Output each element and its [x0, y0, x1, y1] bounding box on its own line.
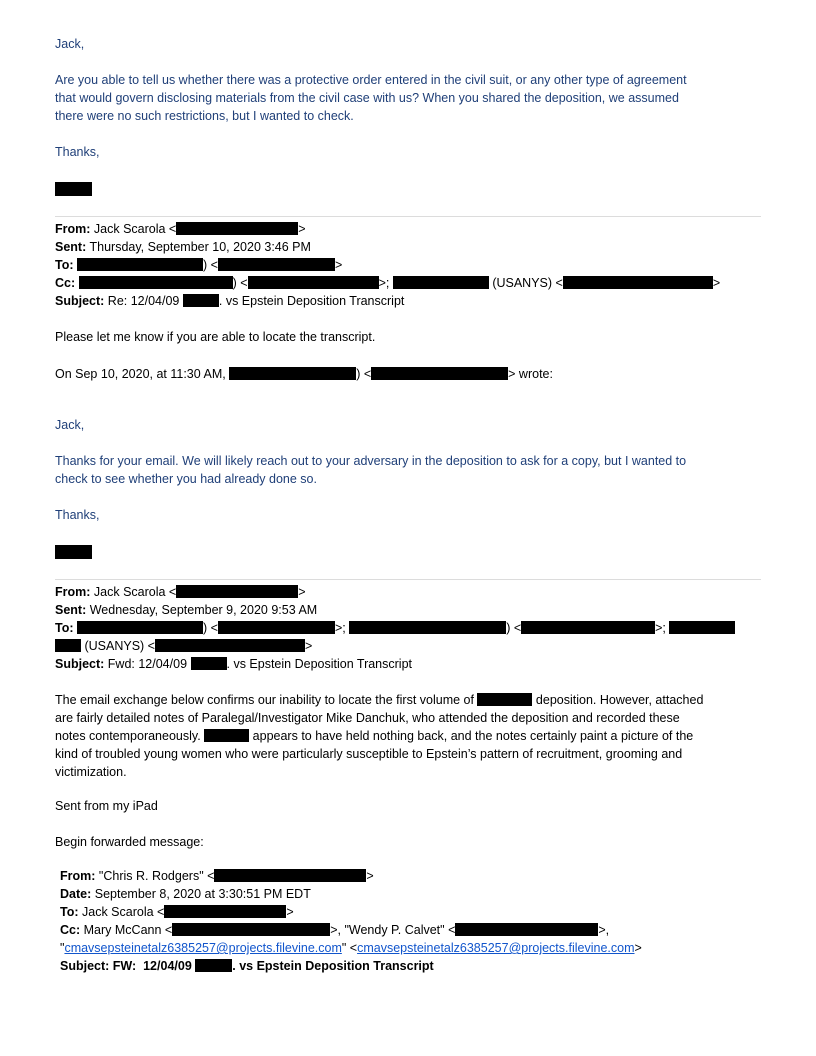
- redaction-box: [229, 367, 356, 380]
- body-line: Please let me know if you are able to locate the transcript.: [55, 330, 376, 344]
- redaction-box: [195, 959, 232, 972]
- redaction-box: [172, 923, 330, 936]
- body-line: that would govern disclosing materials from the civil case with us? When you shared the deposition, we assumed: [55, 91, 679, 105]
- redaction-box: [204, 729, 249, 742]
- to-line: To: ) < >; ) < >;: [55, 619, 735, 637]
- fwd-date-line: Date: September 8, 2020 at 3:30:51 PM EDT: [60, 887, 311, 901]
- fwd-cc-line: Cc: Mary McCann < >, "Wendy P. Calvet" < >,: [60, 923, 610, 937]
- subject-line: Subject: Re: 12/04/09 . vs Epstein Deposition Transcript: [55, 294, 405, 308]
- greeting: Jack,: [55, 37, 85, 51]
- from-line: From: Jack Scarola < >: [55, 585, 306, 599]
- filevine-email-link[interactable]: cmavsepsteinetalz6385257@projects.filevine.com: [357, 941, 635, 955]
- to-line: To: ) < >: [55, 258, 343, 272]
- redaction-box: [218, 258, 335, 271]
- body-line: check to see whether you had already done so.: [55, 472, 317, 486]
- redaction-box: [55, 639, 81, 652]
- redaction-box: [563, 276, 713, 289]
- subject-line: Subject: Fwd: 12/04/09 . vs Epstein Deposition Transcript: [55, 657, 412, 671]
- body-line: victimization.: [55, 765, 127, 779]
- redaction-box: [77, 258, 203, 271]
- redaction-box: [669, 621, 735, 634]
- redaction-box: [349, 621, 506, 634]
- body-line: Thanks for your email. We will likely reach out to your adversary in the deposition to ask for a copy, but I wanted to: [55, 454, 687, 468]
- fwd-cc-line-continued: "cmavsepsteinetalz6385257@projects.filevine.com" <cmavsepsteinetalz6385257@projects.filevine.com>: [60, 941, 642, 955]
- closing: Thanks,: [55, 508, 100, 522]
- redaction-box: [176, 585, 298, 598]
- redaction-box: [176, 222, 298, 235]
- fwd-to-line: To: Jack Scarola < >: [60, 905, 294, 919]
- to-line-continued: (USANYS) < >: [55, 637, 312, 655]
- redacted-signature: [55, 545, 92, 559]
- body-line: Are you able to tell us whether there was a protective order entered in the civil suit, or any other type of agreement: [55, 73, 687, 87]
- redaction-box: [393, 276, 489, 289]
- redaction-box: [183, 294, 219, 307]
- greeting: Jack,: [55, 418, 85, 432]
- body-line: are fairly detailed notes of Paralegal/Investigator Mike Danchuk, who attended the deposition and recorded these: [55, 711, 680, 725]
- redaction-box: [371, 367, 508, 380]
- redaction-box: [248, 276, 379, 289]
- redaction-box: [521, 621, 655, 634]
- redaction-box: [77, 621, 203, 634]
- redaction-box: [455, 923, 598, 936]
- body-line: The email exchange below confirms our inability to locate the first volume of deposition. However, attached: [55, 693, 704, 707]
- redacted-signature: [55, 182, 92, 196]
- body-line: kind of troubled young women who were particularly susceptible to Epstein’s pattern of recruitment, grooming and: [55, 747, 683, 761]
- closing: Thanks,: [55, 145, 100, 159]
- sent-line: Sent: Wednesday, September 9, 2020 9:53 AM: [55, 603, 318, 617]
- body-line: notes contemporaneously. appears to have held nothing back, and the notes certainly paint a picture of the: [55, 729, 694, 743]
- fwd-from-line: From: "Chris R. Rodgers" < >: [60, 869, 374, 883]
- redaction-box: [214, 869, 366, 882]
- redaction-box: [218, 621, 335, 634]
- body-line: there were no such restrictions, but I wanted to check.: [55, 109, 354, 123]
- cc-line: Cc: ) < >; (USANYS) < >: [55, 276, 721, 290]
- header-divider: [55, 579, 761, 580]
- redaction-box: [191, 657, 227, 670]
- filevine-email-link[interactable]: cmavsepsteinetalz6385257@projects.filevine.com: [64, 941, 342, 955]
- sent-line: Sent: Thursday, September 10, 2020 3:46 PM: [55, 240, 311, 254]
- redaction-box: [164, 905, 286, 918]
- begin-forwarded: Begin forwarded message:: [55, 835, 204, 849]
- sent-from: Sent from my iPad: [55, 799, 158, 813]
- redaction-box: [477, 693, 532, 706]
- fwd-subject-line: Subject: FW: 12/04/09 . vs Epstein Deposition Transcript: [60, 959, 434, 973]
- quote-attribution: On Sep 10, 2020, at 11:30 AM, ) < > wrote:: [55, 367, 553, 381]
- from-line: From: Jack Scarola < >: [55, 222, 306, 236]
- redaction-box: [79, 276, 233, 289]
- redaction-box: [155, 639, 305, 652]
- header-divider: [55, 216, 761, 217]
